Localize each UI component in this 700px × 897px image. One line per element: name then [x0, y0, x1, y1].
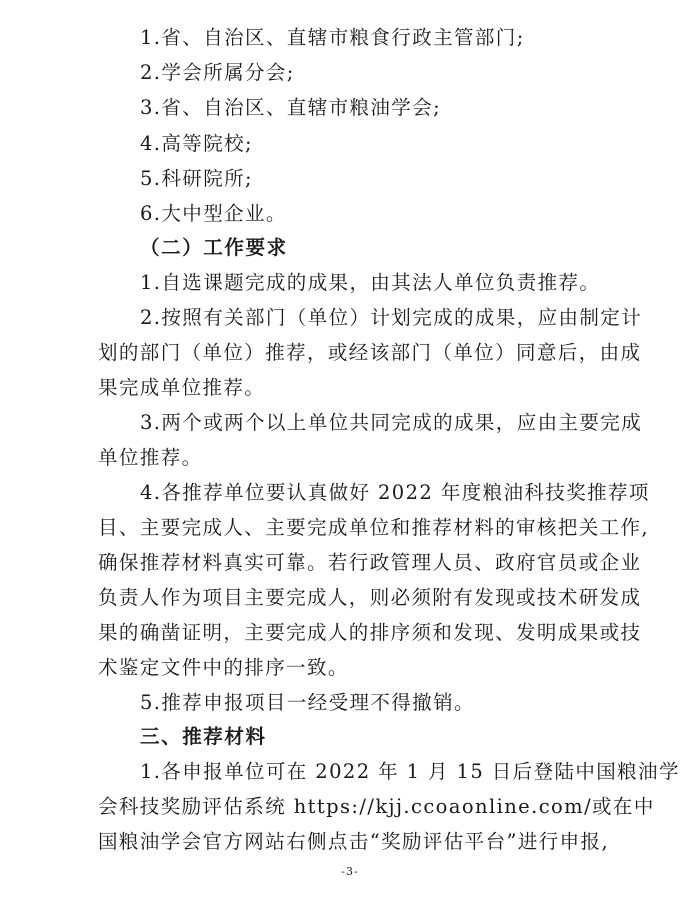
- paragraph-line: 确保推荐材料真实可靠。若行政管理人员、政府官员或企业: [98, 551, 642, 574]
- list-item: 1.省、自治区、直辖市粮食行政主管部门;: [140, 26, 525, 49]
- paragraph-line: 术鉴定文件中的排序一致。: [98, 656, 349, 679]
- paragraph-line: 划的部门（单位）推荐，或经该部门（单位）同意后，由成: [98, 341, 642, 364]
- paragraph-line: 1.各申报单位可在 2022 年 1 月 15 日后登陆中国粮油学: [140, 760, 680, 783]
- page-number: -3-: [341, 865, 359, 878]
- paragraph-line: 2.按照有关部门（单位）计划完成的成果，应由制定计: [140, 306, 643, 329]
- paragraph-line: 果完成单位推荐。: [98, 376, 266, 399]
- list-item: 5.科研院所;: [140, 167, 253, 190]
- paragraph-line: 会科技奖励评估系统 https://kjj.ccoaonline.com/或在中: [98, 795, 655, 818]
- paragraph-line: 5.推荐申报项目一经受理不得撤销。: [140, 691, 475, 714]
- section-heading: 三、推荐材料: [140, 725, 267, 748]
- paragraph-line: 目、主要完成人、主要完成单位和推荐材料的审核把关工作,: [98, 516, 649, 539]
- list-item: 4.高等院校;: [140, 132, 253, 155]
- section-heading: （二）工作要求: [140, 236, 288, 259]
- list-item: 6.大中型企业。: [140, 202, 287, 225]
- paragraph-line: 单位推荐。: [98, 446, 203, 469]
- list-item: 2.学会所属分会;: [140, 61, 295, 84]
- list-item: 3.省、自治区、直辖市粮油学会;: [140, 96, 442, 119]
- paragraph-line: 果的确凿证明，主要完成人的排序须和发现、发明成果或技: [98, 621, 642, 644]
- paragraph-line: 3.两个或两个以上单位共同完成的成果，应由主要完成: [140, 411, 643, 434]
- paragraph-line: 国粮油学会官方网站右侧点击“奖励评估平台”进行申报,: [98, 830, 610, 853]
- paragraph-line: 4.各推荐单位要认真做好 2022 年度粮油科技奖推荐项: [140, 481, 650, 504]
- paragraph-line: 1.自选课题完成的成果，由其法人单位负责推荐。: [140, 271, 601, 294]
- paragraph-line: 负责人作为项目主要完成人，则必须附有发现或技术研发成: [98, 586, 642, 609]
